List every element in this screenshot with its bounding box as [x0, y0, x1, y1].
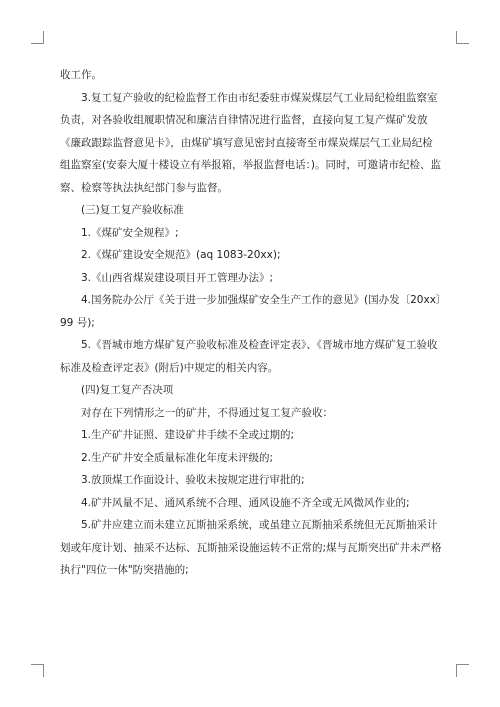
veto-item-2: 2.生产矿井安全质量标准化年度未评级的;: [81, 451, 274, 464]
standard-item-1: 1.《煤矿安全规程》;: [81, 226, 179, 239]
section-heading-standards: (三)复工复产验收标准: [81, 204, 184, 216]
veto-intro: 对存在下列情形之一的矿井，不得通过复工复产验收：: [81, 406, 333, 419]
standard-item-3: 3.《山西省煤炭建设项目开工管理办法》;: [81, 271, 274, 284]
standard-item-2: 2.《煤矿建设安全规范》(aq 1083-20xx);: [81, 249, 281, 261]
veto-item-4: 4.矿井风量不足、通风系统不合理、通风设施不齐全或无风微风作业的;: [81, 496, 410, 509]
veto-item-5: 5.矿井应建立而未建立瓦斯抽采系统，或虽建立瓦斯抽采系统但无瓦斯抽采计划或年度计划、抽采不达标、瓦斯抽采设施运转不正常的;煤与瓦斯突出矿井未严格执行"四位一体"防突措施的;: [60, 519, 442, 576]
paragraph-item-3-supervision: 3.复工复产验收的纪检监督工作由市纪委驻市煤炭煤层气工业局纪检组监察室负责，对各验收组履职情况和廉洁自律情况进行监督，直接向复工复产煤矿发放《廉政跟踪监督意见卡》，由煤矿填写意见密封直接寄至市煤炭煤层气工业局纪检组监察室(安泰大厦十楼设立有举报箱，举报监督电话：)。同时，可邀请市纪检、监察、检察等执法执纪部门参与监督。: [60, 91, 441, 194]
crop-mark-top-left: [31, 31, 44, 44]
standard-item-5: 5.《晋城市地方煤矿复产验收标准及检查评定表》、《晋城市地方煤矿复工验收标准及检查评定表》(附后)中规定的相关内容。: [60, 339, 438, 374]
crop-mark-bottom-right: [456, 664, 469, 677]
standard-item-4: 4.国务院办公厅《关于进一步加强煤矿安全生产工作的意见》(国办发〔20xx〕99 号);: [60, 294, 442, 329]
section-heading-veto-items: (四)复工复产否决项: [81, 384, 174, 396]
crop-mark-bottom-left: [31, 664, 44, 677]
paragraph-continuation: 收工作。: [60, 69, 102, 81]
veto-item-3: 3.放顶煤工作面设计、验收未按规定进行审批的;: [81, 474, 305, 486]
document-body: [60, 64, 442, 582]
crop-mark-top-right: [456, 31, 469, 44]
veto-item-1: 1.生产矿井证照、建设矿井手续不全或过期的;: [81, 429, 295, 441]
